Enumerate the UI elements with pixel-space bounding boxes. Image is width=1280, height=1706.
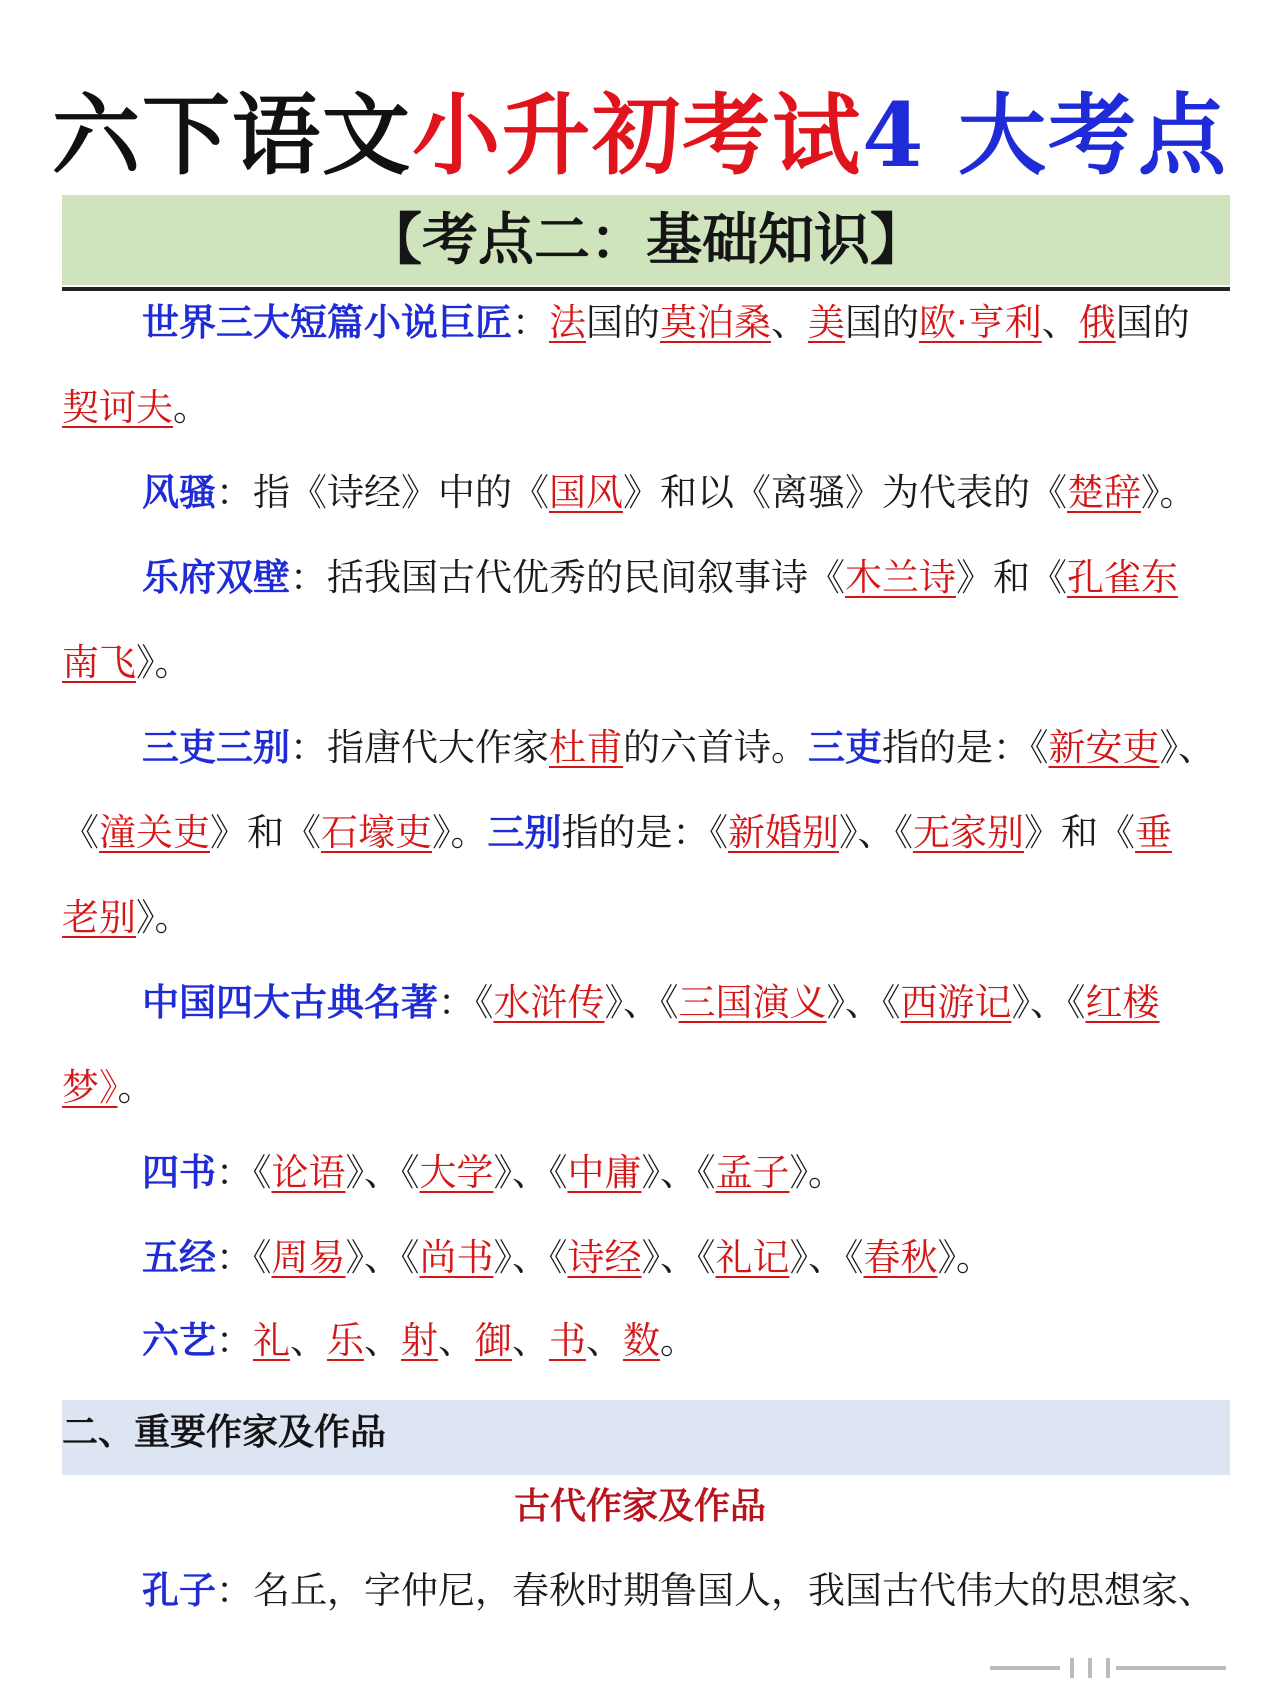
- body-text: 》和《: [1024, 811, 1135, 854]
- body-text: 国的: [1115, 301, 1190, 344]
- key-answer: 楚辞: [1067, 471, 1141, 514]
- banner-divider: [62, 287, 1230, 291]
- key-answer: 潼关吏: [99, 811, 210, 854]
- key-answer: 乐: [327, 1319, 364, 1362]
- term-label: 五经: [142, 1236, 216, 1279]
- body-text: 》、《: [604, 981, 679, 1024]
- term-label: 孔子: [142, 1569, 216, 1612]
- body-text: 》。: [432, 811, 488, 854]
- key-answer: 孔雀东: [1067, 556, 1178, 599]
- body-text: 》。: [136, 641, 192, 684]
- entry-line: [62, 640, 192, 686]
- body-text: 指的是：《: [561, 811, 728, 854]
- entry-line: [62, 1065, 155, 1111]
- key-answer: 俄: [1078, 301, 1116, 344]
- body-text: ：: [512, 301, 549, 344]
- key-answer: 杜甫: [549, 726, 623, 769]
- key-answer: 莫泊桑: [660, 301, 771, 344]
- key-answer: 垂: [1135, 811, 1172, 854]
- title-part-red: 小升初考试: [412, 83, 863, 187]
- body-text: 指的是：《: [882, 726, 1049, 769]
- body-text: 》。: [937, 1236, 993, 1279]
- body-text: 、: [1041, 301, 1079, 344]
- key-answer: 老别: [62, 896, 136, 939]
- body-text: 的六首诗。: [623, 726, 808, 769]
- key-answer: 中庸: [567, 1151, 642, 1194]
- body-text: 》和《: [210, 811, 321, 854]
- kaodian-banner: [62, 195, 1230, 285]
- key-answer: 御: [475, 1319, 512, 1362]
- body-text: 、: [771, 301, 808, 344]
- body-text: ：括我国古代优秀的民间叙事诗《: [290, 556, 845, 599]
- body-text: ：: [216, 1319, 253, 1362]
- key-answer: 契诃夫: [62, 386, 173, 429]
- term-label: 风骚: [142, 471, 216, 514]
- term-label: 三别: [487, 811, 562, 854]
- body-text: 。: [660, 1319, 697, 1362]
- body-text: 、: [438, 1319, 475, 1362]
- body-text: 》和以《离骚》为代表的《: [623, 471, 1067, 514]
- body-text: ：《: [216, 1236, 272, 1279]
- term-label: 三吏三别: [142, 726, 290, 769]
- body-text: 》、: [1159, 726, 1215, 769]
- body-text: 》、《: [641, 1236, 716, 1279]
- body-text: 》、《: [1011, 981, 1086, 1024]
- body-text: 、: [290, 1319, 327, 1362]
- body-text: 》。: [789, 1151, 845, 1194]
- document-title: [0, 80, 1280, 190]
- body-text: 。: [117, 1066, 155, 1109]
- key-answer: 大学: [419, 1151, 494, 1194]
- key-answer: 新婚别: [728, 811, 839, 854]
- term-label: 六艺: [142, 1319, 216, 1362]
- key-answer: 诗经: [567, 1236, 642, 1279]
- term-label: 中国四大古典名著: [142, 981, 438, 1024]
- subsection-heading: 古代作家及作品: [513, 1486, 766, 1527]
- entry-line: [142, 980, 1160, 1026]
- body-text: 》和《: [956, 556, 1067, 599]
- key-answer: 三国演义: [678, 981, 827, 1024]
- key-answer: 周易: [271, 1236, 346, 1279]
- term-label: 三吏: [808, 726, 882, 769]
- title-part-blue: 4 大考点: [862, 83, 1228, 187]
- entry-confucius: [142, 1568, 1215, 1614]
- entry-line: [62, 385, 210, 431]
- entry-line: [142, 1150, 845, 1196]
- term-label: 四书: [142, 1151, 216, 1194]
- term-label: 世界三大短篇小说巨匠: [142, 301, 512, 344]
- key-answer: 欧·亨利: [919, 301, 1042, 344]
- key-answer: 春秋: [863, 1236, 938, 1279]
- section-heading: 二、重要作家及作品: [62, 1412, 387, 1453]
- key-answer: 无家别: [913, 811, 1024, 854]
- key-answer: 新安吏: [1048, 726, 1160, 769]
- body-text: 》。: [1141, 471, 1197, 514]
- key-answer: 论语: [271, 1151, 346, 1194]
- body-text: 、: [364, 1319, 401, 1362]
- body-text: ：《: [216, 1151, 272, 1194]
- body-text: 《: [62, 811, 99, 854]
- body-text: 。: [173, 386, 210, 429]
- kaodian-label: 【考点二：基础知识】: [366, 207, 926, 273]
- body-text: 、: [586, 1319, 623, 1362]
- body-text: ：指《诗经》中的《: [216, 471, 549, 514]
- entry-line: [142, 470, 1197, 516]
- body-text: ：《: [438, 981, 494, 1024]
- watermark-mark: [990, 1652, 1230, 1682]
- title-part-black: 六下语文: [52, 83, 413, 187]
- key-answer: 水浒传: [493, 981, 605, 1024]
- body-text: 》、《: [839, 811, 913, 854]
- entry-line: [62, 895, 192, 941]
- key-answer: 孟子: [715, 1151, 790, 1194]
- body-text: 》、《: [641, 1151, 716, 1194]
- body-text: 国的: [845, 301, 919, 344]
- key-answer: 石壕吏: [321, 811, 432, 854]
- key-answer: 红楼: [1085, 981, 1160, 1024]
- key-answer: 国风: [549, 471, 623, 514]
- entry-line: [62, 810, 1172, 856]
- section-header-bar: [62, 1400, 1230, 1475]
- body-text: 国的: [586, 301, 660, 344]
- body-text: 》、《: [826, 981, 901, 1024]
- entry-line: [142, 300, 1190, 346]
- body-text: 》、《: [493, 1236, 568, 1279]
- body-text: 》、《: [493, 1151, 568, 1194]
- body-text: ：名丘，字仲尼，春秋时期鲁国人，我国古代伟大的思想家、: [216, 1569, 1215, 1612]
- entry-line: [142, 725, 1215, 771]
- body-text: 》、《: [789, 1236, 864, 1279]
- body-text: 》、《: [345, 1236, 420, 1279]
- key-answer: 南飞: [62, 641, 136, 684]
- key-answer: 礼: [253, 1319, 290, 1362]
- body-text: 》。: [136, 896, 192, 939]
- key-answer: 射: [401, 1319, 438, 1362]
- key-answer: 尚书: [419, 1236, 494, 1279]
- key-answer: 木兰诗: [845, 556, 956, 599]
- entry-line: [142, 555, 1178, 601]
- key-answer: 书: [549, 1319, 586, 1362]
- key-answer: 礼记: [715, 1236, 790, 1279]
- body-text: 》、《: [345, 1151, 420, 1194]
- key-answer: 西游记: [900, 981, 1012, 1024]
- body-text: 、: [512, 1319, 549, 1362]
- term-label: 乐府双壁: [142, 556, 290, 599]
- key-answer: 美: [808, 301, 845, 344]
- key-answer: 梦》: [62, 1066, 118, 1109]
- key-answer: 法: [549, 301, 586, 344]
- key-answer: 数: [623, 1319, 660, 1362]
- body-text: ：指唐代大作家: [290, 726, 549, 769]
- entry-line: [142, 1318, 697, 1364]
- entry-line: [142, 1235, 993, 1281]
